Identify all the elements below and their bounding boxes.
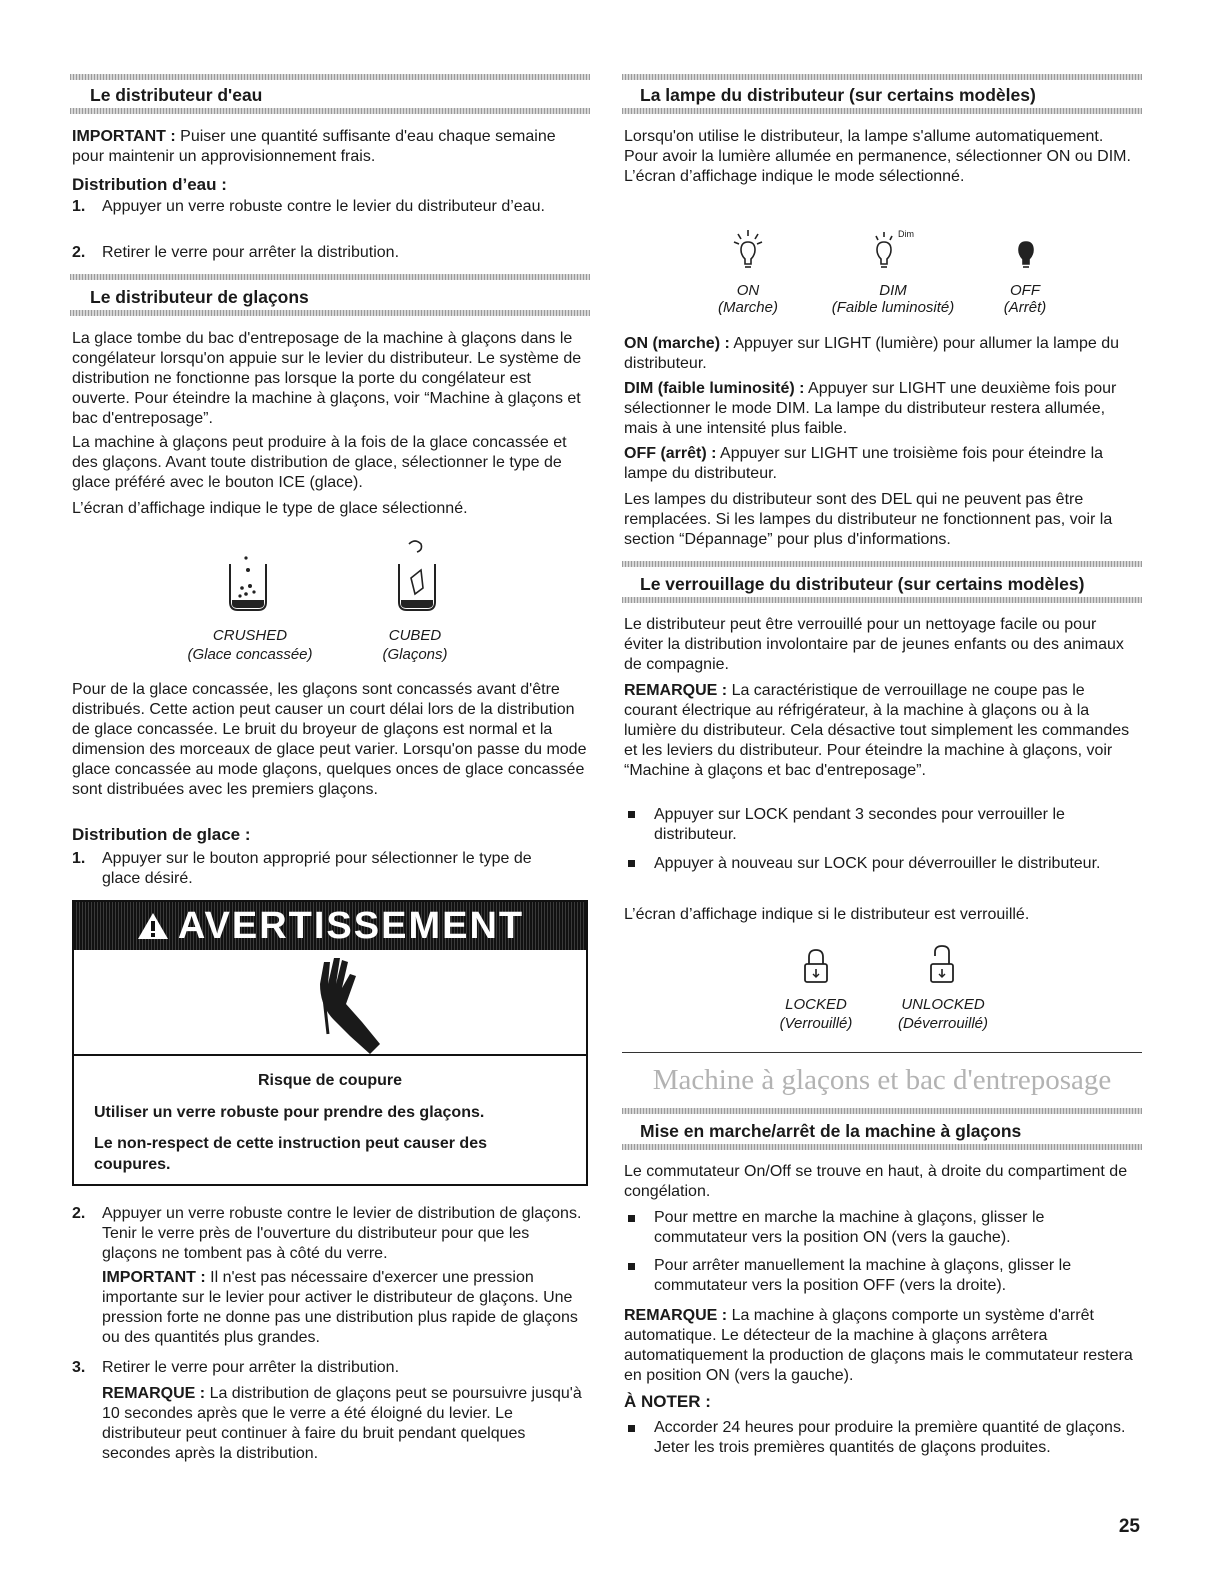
cut-hand-icon	[300, 954, 390, 1058]
lamp-on-desc: ON (marche) : Appuyer sur LIGHT (lumière) pour allumer la lampe du distributeur.	[624, 335, 1119, 372]
heading-rule	[622, 1108, 1142, 1114]
bullet-marker	[628, 1215, 635, 1222]
icemaker-bullet-1: Pour mettre en marche la machine à glaçons, glisser le commutateur vers la position ON (vers la gauche).	[654, 1209, 1045, 1246]
bullet-marker	[628, 811, 635, 818]
lamp-dim-label: DIM	[879, 282, 907, 299]
step-number: 1.	[72, 198, 86, 215]
icemaker-section-title: Machine à glaçons et bac d'entreposage	[652, 1064, 1112, 1096]
light-on-icon	[732, 228, 764, 272]
bullet-marker	[628, 1425, 635, 1432]
lamp-off-desc: OFF (arrêt) : Appuyer sur LIGHT une troisième fois pour éteindre la lampe du distributeur.	[624, 445, 1104, 482]
ice-paragraph-1: La glace tombe du bac d'entreposage de la machine à glaçons dans le congélateur lorsqu'on appuie sur le levier du distributeur. Le système de distribution ne fonctionne pas lorsque la porte du congélateur est ouverte. Pour éteindre la machine à glaçons, voir “Machine à glaçons et bac d'entreposage”.	[72, 330, 582, 427]
bullet-marker	[628, 1263, 635, 1270]
ice-paragraph-3: L’écran d’affichage indique le type de glace sélectionné.	[72, 500, 468, 517]
step-number: 1.	[72, 850, 86, 867]
heading-rule	[70, 74, 590, 80]
page-number: 25	[1118, 1516, 1140, 1537]
warning-line-2: Le non-respect de cette instruction peut causer des coupures.	[94, 1135, 487, 1173]
lock-heading: Le verrouillage du distributeur (sur certains modèles)	[640, 574, 1085, 594]
lamp-led-paragraph: Les lampes du distributeur sont des DEL qui ne peuvent pas être remplacées. Si les lampes du distributeur ne fonctionnent pas, voir la section “Dépannage” pour plus d'informations.	[624, 491, 1113, 548]
icemaker-bullet-2: Pour arrêter manuellement la machine à glaçons, glisser le commutateur vers la position OFF (vers la droite).	[654, 1257, 1072, 1294]
heading-rule	[622, 561, 1142, 567]
warning-divider	[74, 1054, 586, 1056]
warning-line-1: Utiliser un verre robuste pour prendre des glaçons.	[94, 1104, 485, 1121]
lamp-paragraph-1: Lorsqu'on utilise le distributeur, la lampe s'allume automatiquement. Pour avoir la lumière allumée en permanence, sélectionner ON ou DIM. L’écran d’affichage indique le mode sélectionné.	[624, 128, 1131, 185]
heading-rule	[622, 74, 1142, 80]
warning-box	[72, 900, 588, 1186]
lamp-dim-sublabel: (Faible luminosité)	[831, 299, 955, 316]
water-heading: Le distributeur d'eau	[90, 85, 263, 105]
ice-step-2: Appuyer un verre robuste contre le levier de distribution de glaçons. Tenir le verre près de l'ouverture du distributeur pour que les glaçons ne tombent pas à côté du verre.	[102, 1205, 582, 1262]
lamp-dim-desc: DIM (faible luminosité) : Appuyer sur LIGHT une deuxième fois pour sélectionner le mode DIM. La lampe du distributeur restera allumée, mais à une intensité plus faible.	[624, 380, 1117, 437]
heading-rule	[70, 310, 590, 316]
heading-rule	[70, 108, 590, 114]
warning-triangle-icon	[136, 911, 170, 941]
bullet-marker	[628, 860, 635, 867]
lock-note: REMARQUE : La caractéristique de verrouillage ne coupe pas le courant électrique au réfrigérateur, à la machine à glaçons ou à la lumière du distributeur. Cela désactive tout simplement les commandes et les leviers du distributeur. Pour éteindre la machine à glaçons, voir “Machine à glaçons et bac d'entreposage”.	[624, 682, 1130, 779]
icemaker-heading: Mise en marche/arrêt de la machine à glaçons	[640, 1121, 1022, 1141]
step-number: 2.	[72, 244, 86, 261]
lock-bullet-2: Appuyer à nouveau sur LOCK pour déverrouiller le distributeur.	[654, 855, 1101, 872]
ice-step-3-note: REMARQUE : La distribution de glaçons peut se poursuivre jusqu'à 10 secondes après que le verre a été éloigné du levier. Le distributeur peut continuer à faire du bruit pendant quelques secondes après la distribution.	[102, 1385, 582, 1462]
water-step-2: Retirer le verre pour arrêter la distribution.	[102, 244, 400, 261]
ice-paragraph-4: Pour de la glace concassée, les glaçons sont concassés avant d'être distribués. Cette action peut causer un court délai lors de la distribution de glace concassée. Le bruit du broyeur de glaçons est normal et la dimension des morceaux de glace peut varier. Lorsqu'on passe du mode glace concassée au mode glaçons, quelques onces de glace concassée sont distribuées avec les premiers glaçons.	[72, 681, 587, 798]
icemaker-note: REMARQUE : La machine à glaçons comporte un système d'arrêt automatique. Le détecteur de la machine à glaçons arrêtera automatiquement la production de glaçons mais le commutateur restera en position ON (vers la gauche).	[624, 1307, 1133, 1384]
heading-rule	[622, 597, 1142, 603]
ice-sub: Distribution de glace :	[72, 825, 251, 844]
ice-heading: Le distributeur de glaçons	[90, 287, 309, 307]
icemaker-noter: À NOTER :	[624, 1392, 711, 1411]
step-number: 2.	[72, 1205, 86, 1222]
dim-tag: Dim	[898, 229, 914, 239]
lock-paragraph-1: Le distributeur peut être verrouillé pour un nettoyage facile ou pour éviter la distribution involontaire par de jeunes enfants ou des animaux de compagnie.	[624, 616, 1124, 673]
heading-rule	[622, 1144, 1142, 1150]
icemaker-noter-bullet: Accorder 24 heures pour produire la première quantité de glaçons. Jeter les trois premières quantités de glaçons produites.	[654, 1419, 1126, 1456]
ice-step-3: Retirer le verre pour arrêter la distribution.	[102, 1359, 400, 1376]
warning-title: AVERTISSEMENT	[177, 904, 525, 947]
light-dim-icon	[868, 228, 900, 272]
warning-header	[74, 902, 586, 950]
locked-label: LOCKED	[785, 996, 847, 1013]
heading-rule	[70, 274, 590, 280]
lamp-heading: La lampe du distributeur (sur certains modèles)	[640, 85, 1036, 105]
crushed-sublabel: (Glace concassée)	[187, 646, 313, 663]
cubed-ice-icon	[393, 538, 441, 618]
ice-paragraph-2: La machine à glaçons peut produire à la fois de la glace concassée et des glaçons. Avant toute distribution de glace, sélectionner le type de glace préféré avec le bouton ICE (glace).	[72, 434, 567, 491]
ice-step-1: Appuyer sur le bouton approprié pour sélectionner le type de glace désiré.	[102, 850, 532, 887]
lamp-off-sublabel: (Arrêt)	[1003, 299, 1047, 316]
crushed-ice-icon	[224, 550, 272, 618]
water-step-1: Appuyer un verre robuste contre le levier du distributeur d’eau.	[102, 198, 545, 215]
light-off-icon	[1010, 228, 1042, 272]
lamp-on-label: ON	[736, 282, 760, 299]
locked-icon	[802, 948, 830, 984]
unlocked-sublabel: (Déverrouillé)	[897, 1015, 989, 1032]
crushed-label: CRUSHED	[212, 627, 288, 644]
cubed-sublabel: (Glaçons)	[382, 646, 448, 663]
ice-step-2-important: IMPORTANT : Il n'est pas nécessaire d'exercer une pression importante sur le levier pour activer le distributeur de glaçons. Une pression forte ne donne pas une distribution plus rapide de glaçons ou des quantités plus grandes.	[102, 1269, 578, 1346]
cubed-label: CUBED	[388, 627, 442, 644]
lock-bullet-1: Appuyer sur LOCK pendant 3 secondes pour verrouiller le distributeur.	[654, 806, 1065, 843]
step-number: 3.	[72, 1359, 86, 1376]
locked-sublabel: (Verrouillé)	[779, 1015, 853, 1032]
unlocked-label: UNLOCKED	[901, 996, 985, 1013]
unlocked-icon	[928, 944, 956, 984]
warning-risk: Risque de coupure	[257, 1072, 403, 1089]
water-sub: Distribution d’eau :	[72, 175, 227, 194]
section-divider	[622, 1052, 1142, 1053]
icemaker-paragraph-1: Le commutateur On/Off se trouve en haut, à droite du compartiment de congélation.	[624, 1163, 1128, 1200]
heading-rule	[622, 108, 1142, 114]
lamp-on-sublabel: (Marche)	[717, 299, 778, 316]
lamp-off-label: OFF	[1010, 282, 1040, 299]
lock-paragraph-2: L’écran d’affichage indique si le distributeur est verrouillé.	[624, 906, 1030, 923]
water-important: IMPORTANT : Puiser une quantité suffisante d'eau chaque semaine pour maintenir un approvisionnement frais.	[72, 128, 556, 165]
